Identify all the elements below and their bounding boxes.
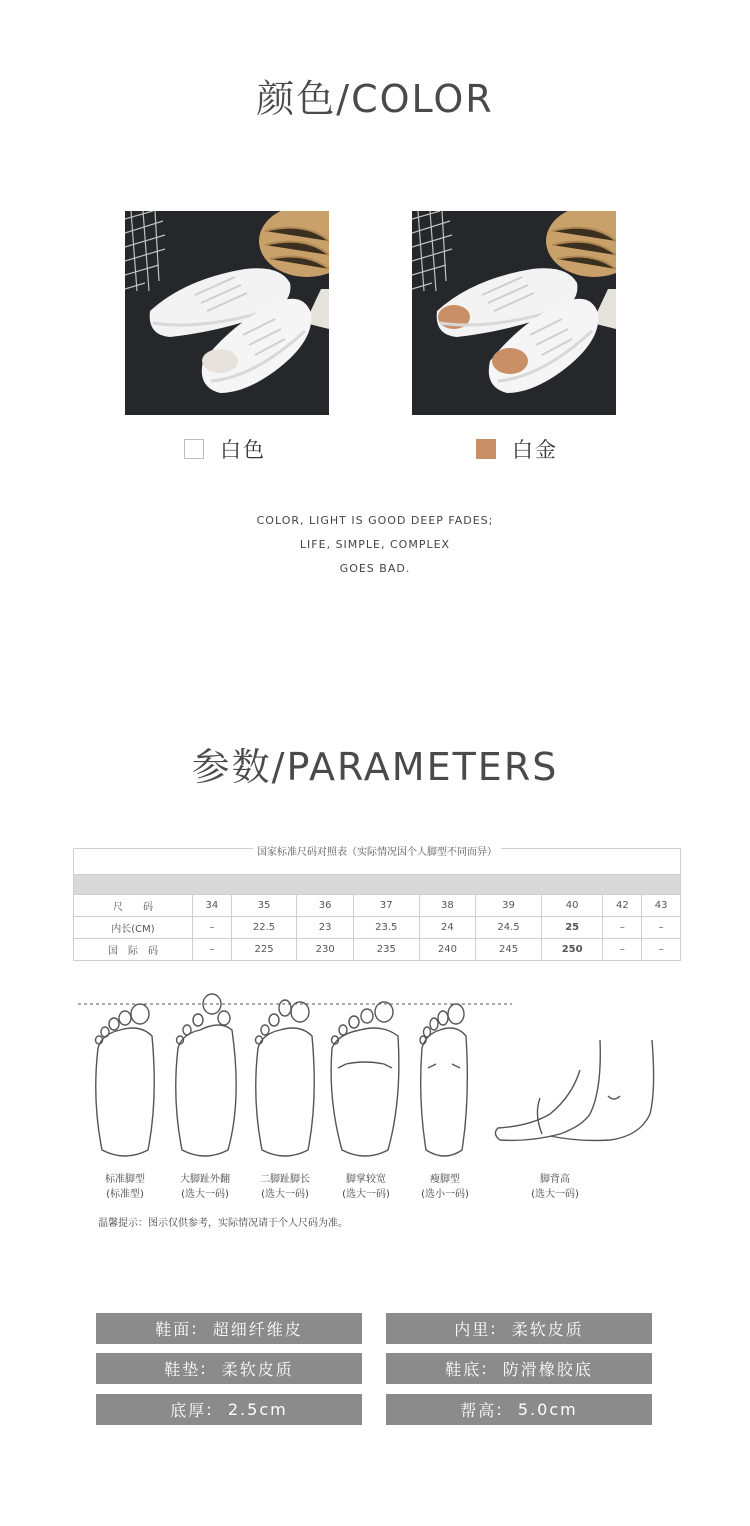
table-cell: 245 bbox=[476, 939, 542, 961]
foot-name: 脚背高 bbox=[540, 1174, 570, 1185]
table-cell: 37 bbox=[353, 895, 419, 917]
tagline-line-1: COLOR, LIGHT IS GOOD DEEP FADES; bbox=[256, 514, 494, 527]
foot-name: 二脚趾脚长 bbox=[260, 1174, 310, 1185]
table-row bbox=[74, 939, 681, 961]
foot-bunion-icon bbox=[176, 994, 236, 1156]
table-cell: 40 bbox=[541, 895, 603, 917]
table-caption bbox=[73, 843, 681, 858]
foot-wide-icon bbox=[331, 1002, 399, 1156]
spec-value: 柔软皮质 bbox=[221, 1360, 294, 1379]
foot-label-bunion bbox=[165, 1172, 245, 1202]
table-cell: 39 bbox=[476, 895, 542, 917]
spec-key: 底厚 bbox=[170, 1401, 207, 1420]
table-cell: 43 bbox=[642, 895, 681, 917]
sneaker-photo-white-gold-icon bbox=[412, 211, 616, 415]
parameters-section-title: 参数/PARAMETERS bbox=[191, 745, 559, 789]
white-swatch-icon bbox=[184, 439, 204, 459]
spec-insole: 鞋垫 : 柔软皮质 bbox=[96, 1353, 362, 1384]
spec-key: 内里 bbox=[454, 1320, 491, 1339]
table-cell: 24.5 bbox=[476, 917, 542, 939]
spec-value: 5.0cm bbox=[517, 1400, 578, 1419]
color-option-white[interactable] bbox=[184, 434, 266, 464]
tagline-line-3: GOES BAD. bbox=[339, 562, 411, 575]
table-cell: 23.5 bbox=[353, 917, 419, 939]
product-photo-white[interactable] bbox=[125, 211, 329, 415]
spec-value: 防滑橡胶底 bbox=[502, 1360, 593, 1379]
foot-advice: (选大一码) bbox=[531, 1189, 579, 1200]
table-cell: 225 bbox=[231, 939, 297, 961]
foot-label-wide bbox=[326, 1172, 406, 1202]
table-cell: 240 bbox=[419, 939, 476, 961]
table-caption-text: 国家标准尺码对照表（实际情况因个人脚型不同而异） bbox=[253, 847, 501, 858]
tagline-line-2: LIFE, SIMPLE, COMPLEX bbox=[299, 538, 451, 551]
spec-outsole: 鞋底 : 防滑橡胶底 bbox=[386, 1353, 652, 1384]
foot-name: 瘦脚型 bbox=[430, 1174, 460, 1185]
spec-key: 鞋垫 bbox=[164, 1360, 201, 1379]
foot-label-standard bbox=[85, 1172, 165, 1202]
foot-name: 标准脚型 bbox=[105, 1174, 145, 1185]
table-cell: 230 bbox=[297, 939, 354, 961]
foot-types-diagram-icon bbox=[70, 990, 670, 1160]
spec-value: 柔软皮质 bbox=[511, 1320, 584, 1339]
foot-high-instep-icon bbox=[495, 1040, 653, 1141]
table-cell: 235 bbox=[353, 939, 419, 961]
spec-upper: 鞋面 : 超细纤维皮 bbox=[96, 1313, 362, 1344]
spec-key: 鞋底 bbox=[445, 1360, 482, 1379]
size-hint: 温馨提示：图示仅供参考，实际情况请于个人尺码为准。 bbox=[98, 1218, 348, 1229]
table-cell: – bbox=[603, 917, 642, 939]
table-row bbox=[74, 917, 681, 939]
sneaker-photo-white-icon bbox=[125, 211, 329, 415]
table-cell: – bbox=[603, 939, 642, 961]
spec-value: 2.5cm bbox=[227, 1400, 288, 1419]
foot-label-second-toe bbox=[245, 1172, 325, 1202]
foot-advice: (选大一码) bbox=[342, 1189, 390, 1200]
size-chart-table bbox=[73, 848, 681, 961]
table-row bbox=[74, 895, 681, 917]
foot-advice: (选大一码) bbox=[261, 1189, 309, 1200]
row-header: 国 际 码 bbox=[74, 939, 193, 961]
spec-key: 鞋面 bbox=[155, 1320, 192, 1339]
table-cell: – bbox=[193, 917, 232, 939]
foot-advice: (选小一码) bbox=[421, 1189, 469, 1200]
table-cell: 24 bbox=[419, 917, 476, 939]
color-option-label: 白色 bbox=[220, 438, 266, 462]
gold-swatch-icon bbox=[476, 439, 496, 459]
table-cell: 34 bbox=[193, 895, 232, 917]
color-section-title: 颜色/COLOR bbox=[256, 77, 494, 121]
foot-name: 脚掌较宽 bbox=[346, 1174, 386, 1185]
spec-lining: 内里 : 柔软皮质 bbox=[386, 1313, 652, 1344]
color-option-white-gold[interactable] bbox=[476, 434, 558, 464]
table-cell: 42 bbox=[603, 895, 642, 917]
foot-label-thin bbox=[405, 1172, 485, 1202]
table-cell: 36 bbox=[297, 895, 354, 917]
color-option-label: 白金 bbox=[512, 438, 558, 462]
table-cell: 35 bbox=[231, 895, 297, 917]
row-header: 尺 码 bbox=[74, 895, 193, 917]
foot-standard-icon bbox=[96, 1004, 155, 1156]
table-cell: 38 bbox=[419, 895, 476, 917]
foot-advice: (标准型) bbox=[106, 1189, 144, 1200]
foot-name: 大脚趾外翻 bbox=[180, 1174, 230, 1185]
table-cell: – bbox=[642, 917, 681, 939]
table-cell: 22.5 bbox=[231, 917, 297, 939]
table-cell: – bbox=[193, 939, 232, 961]
spec-shaft-height: 帮高 : 5.0cm bbox=[386, 1394, 652, 1425]
foot-thin-icon bbox=[420, 1004, 467, 1156]
spec-value: 超细纤维皮 bbox=[212, 1320, 303, 1339]
spec-sole-thickness: 底厚 : 2.5cm bbox=[96, 1394, 362, 1425]
spec-key: 帮高 bbox=[460, 1401, 497, 1420]
product-photo-white-gold[interactable] bbox=[412, 211, 616, 415]
foot-advice: (选大一码) bbox=[181, 1189, 229, 1200]
foot-label-high-instep bbox=[515, 1172, 595, 1202]
table-cell: 25 bbox=[541, 917, 603, 939]
foot-long-second-toe-icon bbox=[256, 1000, 315, 1156]
table-cell: 250 bbox=[541, 939, 603, 961]
table-cell: 23 bbox=[297, 917, 354, 939]
table-gray-band bbox=[74, 875, 681, 895]
table-cell: – bbox=[642, 939, 681, 961]
row-header: 内长(CM) bbox=[74, 917, 193, 939]
